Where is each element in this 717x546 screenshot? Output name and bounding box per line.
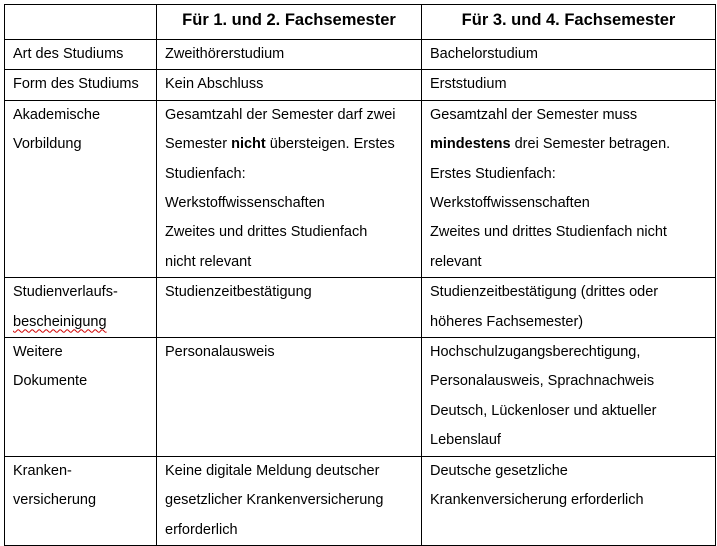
row-label-line: Art des Studiums xyxy=(13,46,124,62)
cell-line: Krankenversicherung erforderlich xyxy=(430,492,644,509)
table-row xyxy=(5,100,716,277)
cell-line: Werkstoffwissenschaften xyxy=(165,195,325,212)
table-row xyxy=(5,70,716,100)
row-label-line: Kranken- xyxy=(13,462,72,479)
cell-semester-1-2 xyxy=(157,40,422,70)
emphasis-text: mindestens xyxy=(430,136,511,153)
header-empty-cell xyxy=(5,5,157,40)
cell-line: Deutsch, Lückenloser und aktueller xyxy=(430,402,657,419)
cell-line: Zweites und drittes Studienfach nicht xyxy=(430,224,667,241)
cell-line: Werkstoffwissenschaften xyxy=(430,195,590,212)
cell-line: Bachelorstudium xyxy=(430,46,538,62)
cell-line: erforderlich xyxy=(165,521,238,538)
cell-semester-1-2 xyxy=(157,100,422,277)
cell-line: Erststudium xyxy=(430,76,507,93)
cell-semester-3-4 xyxy=(422,70,716,100)
cell-line: Studienfach: xyxy=(165,165,246,182)
spellcheck-flagged-word: bescheinigung xyxy=(13,313,107,330)
header-semester-1-2: Für 1. und 2. Fachsemester xyxy=(157,5,422,40)
cell-line: Kein Abschluss xyxy=(165,76,264,93)
row-label xyxy=(5,100,157,277)
cell-semester-1-2 xyxy=(157,338,422,457)
cell-line: Personalausweis, Sprachnachweis xyxy=(430,373,655,390)
cell-line: Zweithörerstudium xyxy=(165,46,285,62)
cell-line: nicht relevant xyxy=(165,253,252,270)
cell-text: übersteigen. Erstes xyxy=(265,136,395,153)
cell-line: Personalausweis xyxy=(165,344,275,361)
row-label-line: Vorbildung xyxy=(13,136,82,153)
row-label-line: Form des Studiums xyxy=(13,76,139,93)
cell-semester-1-2 xyxy=(157,70,422,100)
cell-line: Erstes Studienfach: xyxy=(430,165,556,182)
cell-semester-3-4 xyxy=(422,456,716,545)
cell-line: Deutsche gesetzliche xyxy=(430,462,568,479)
row-label xyxy=(5,278,157,338)
cell-semester-1-2 xyxy=(157,278,422,338)
row-label xyxy=(5,338,157,457)
cell-line: Hochschulzugangsberechtigung, xyxy=(430,344,641,361)
table-row xyxy=(5,456,716,545)
cell-line: relevant xyxy=(430,253,482,270)
cell-line: Gesamtzahl der Semester muss xyxy=(430,106,638,123)
cell-text: drei Semester betragen. xyxy=(510,136,671,153)
row-label-line: Studienverlaufs- xyxy=(13,284,118,301)
row-label-line xyxy=(13,308,152,337)
cell-semester-3-4 xyxy=(422,100,716,277)
cell-text: Semester xyxy=(165,136,232,153)
table-row xyxy=(5,338,716,457)
row-label-line: Dokumente xyxy=(13,373,88,390)
cell-line: Studienzeitbestätigung (drittes oder xyxy=(430,284,659,301)
table-row xyxy=(5,278,716,338)
cell-semester-3-4 xyxy=(422,338,716,457)
cell-line: Gesamtzahl der Semester darf zwei xyxy=(165,106,396,123)
row-label-line: versicherung xyxy=(13,492,97,509)
cell-line: Keine digitale Meldung deutscher xyxy=(165,462,380,479)
cell-line xyxy=(430,130,711,159)
cell-line: gesetzlicher Krankenversicherung xyxy=(165,492,384,509)
cell-line: Studienzeitbestätigung xyxy=(165,284,312,301)
cell-semester-3-4 xyxy=(422,40,716,70)
row-label xyxy=(5,456,157,545)
cell-line xyxy=(165,130,417,159)
cell-line: Lebenslauf xyxy=(430,432,501,449)
cell-semester-1-2 xyxy=(157,456,422,545)
row-label xyxy=(5,70,157,100)
requirements-table xyxy=(4,4,716,546)
emphasis-text: nicht xyxy=(231,136,266,153)
header-row xyxy=(5,5,716,40)
header-semester-3-4: Für 3. und 4. Fachsemester xyxy=(422,5,716,40)
row-label-line: Weitere xyxy=(13,344,63,361)
cell-line: Zweites und drittes Studienfach xyxy=(165,224,368,241)
row-label-line: Akademische xyxy=(13,106,101,123)
table-row xyxy=(5,40,716,70)
cell-semester-3-4 xyxy=(422,278,716,338)
row-label xyxy=(5,40,157,70)
cell-line: höheres Fachsemester) xyxy=(430,313,584,330)
